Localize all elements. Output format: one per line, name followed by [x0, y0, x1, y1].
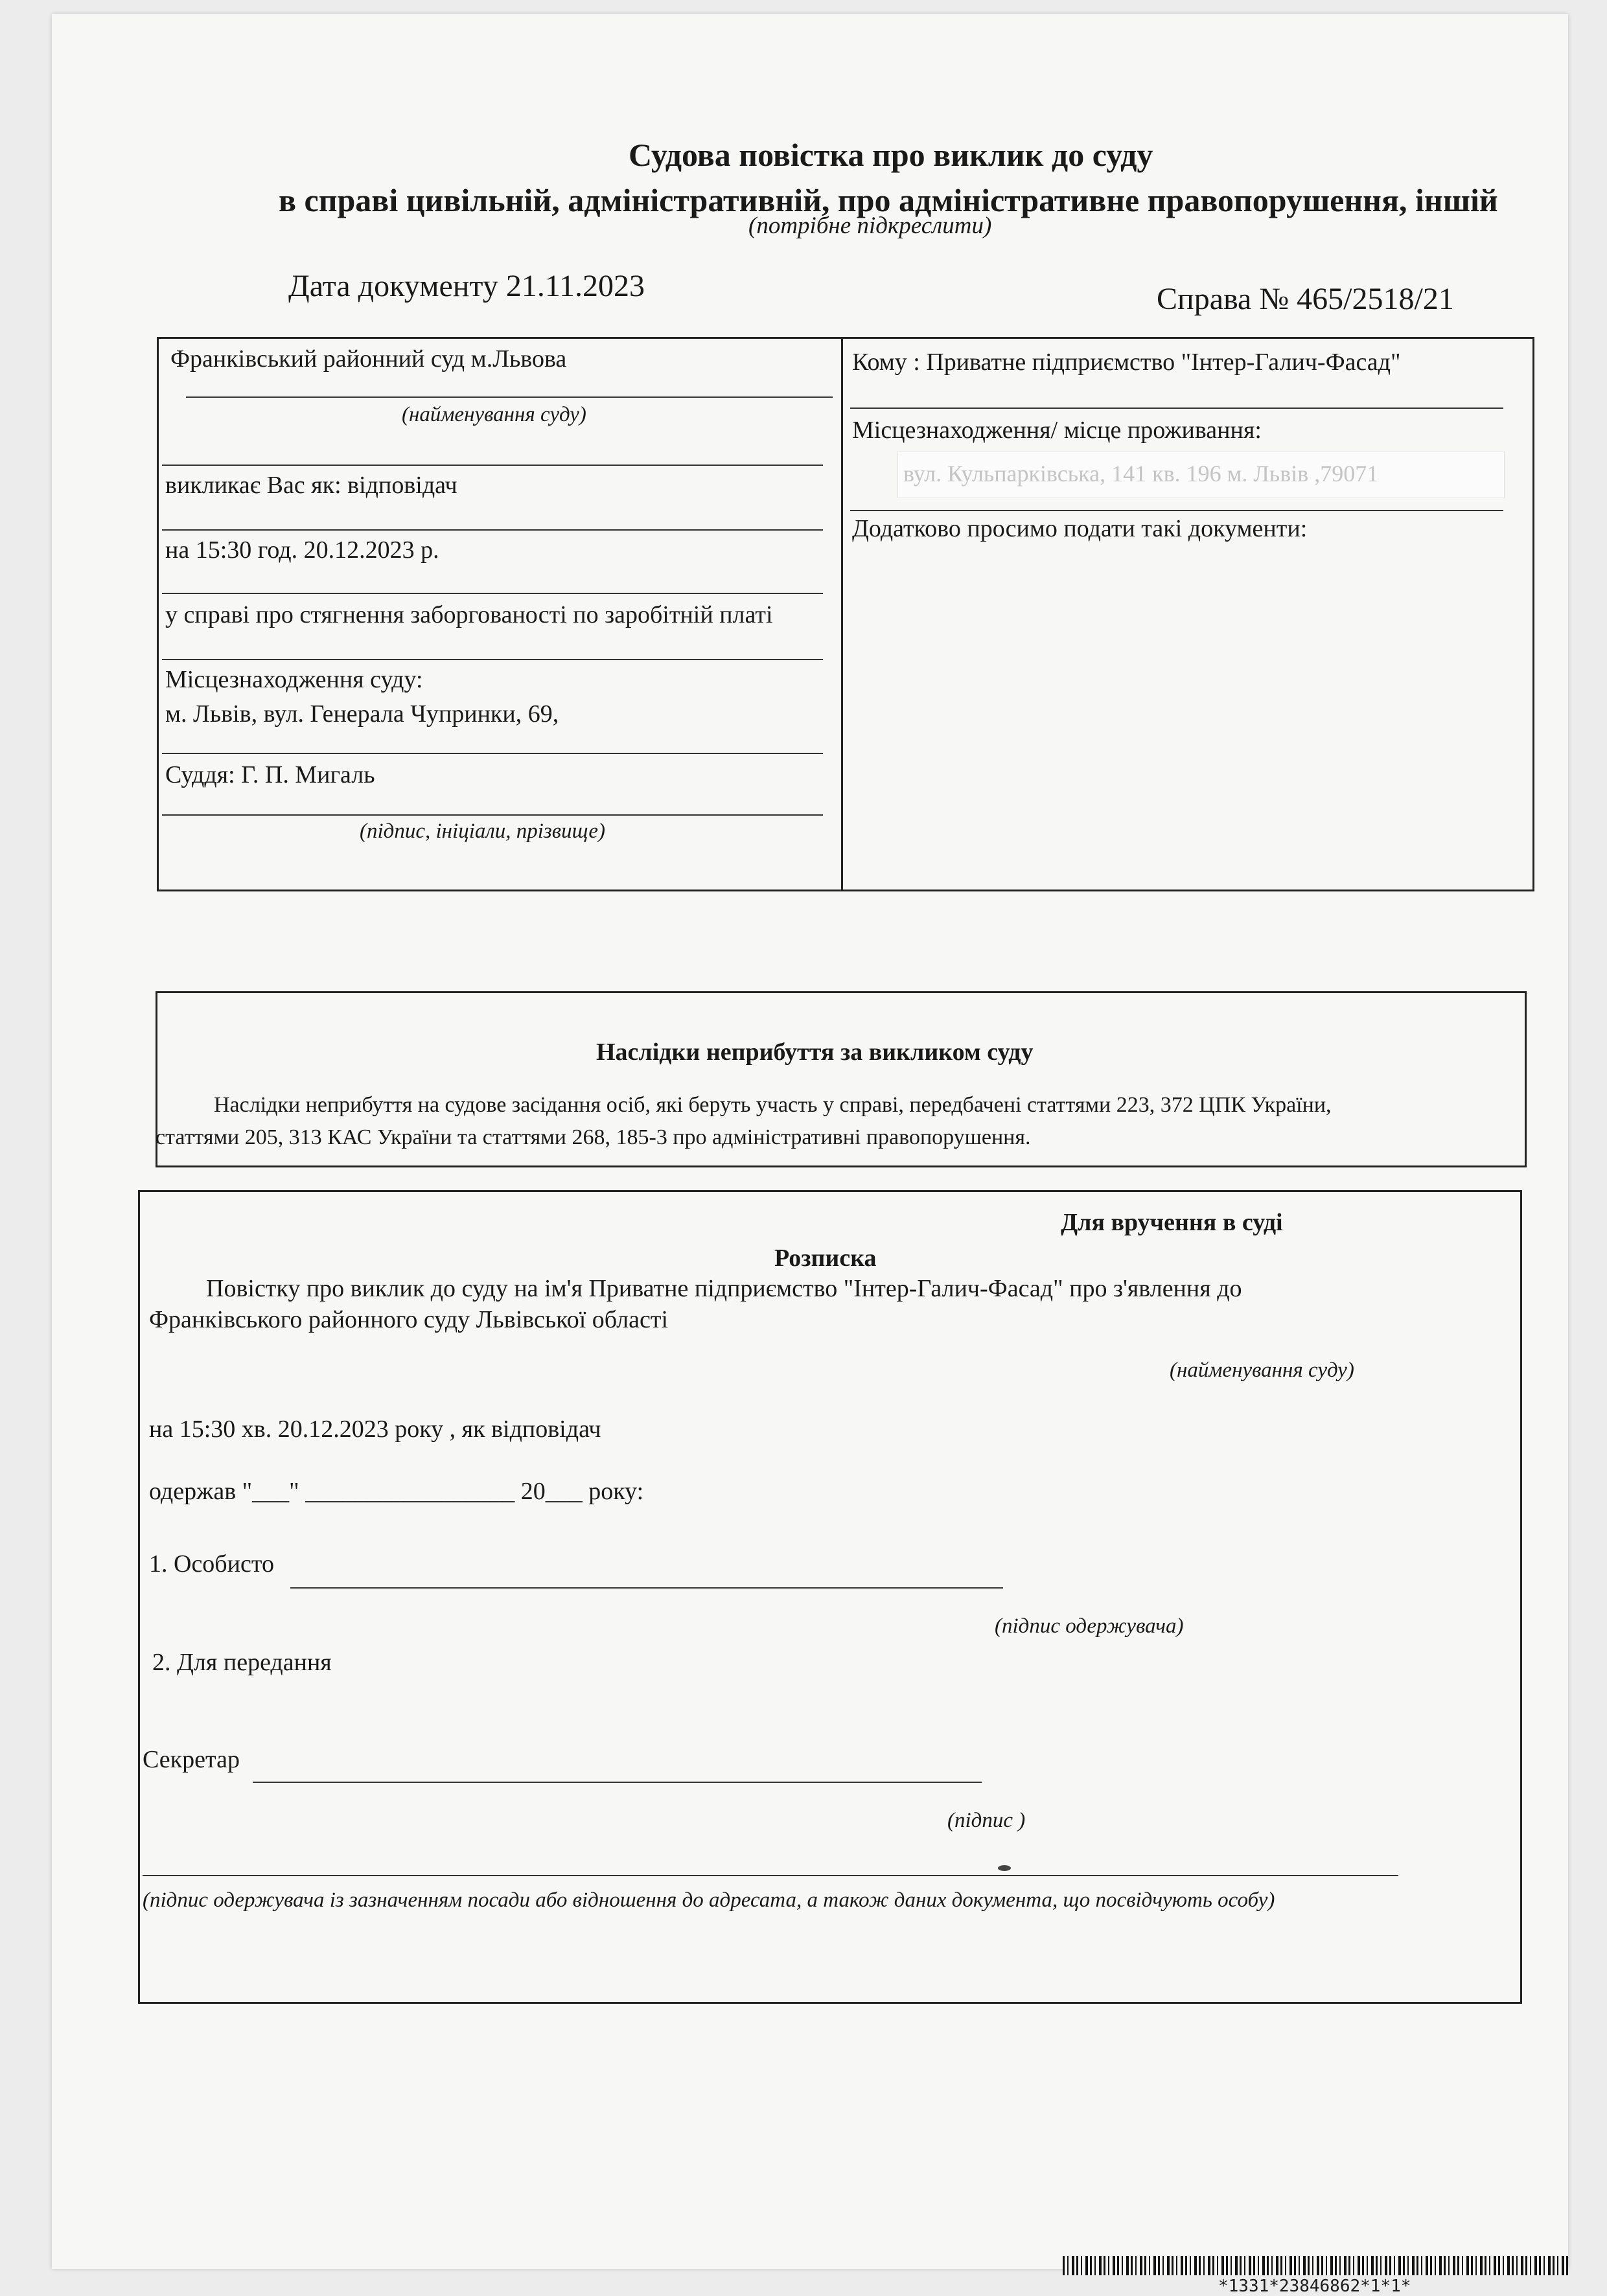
- court-name: Франківський районний суд м.Львова: [170, 345, 567, 373]
- receipt-footer-caption: (підпис одержувача із зазначенням посади або відношення до адресата, а також даних документа, що посвідчують особу): [143, 1888, 1275, 1912]
- separator-line: [162, 814, 823, 816]
- recipient: Кому : Приватне підприємство "Інтер-Галич-Фасад": [852, 349, 1401, 376]
- separator-line: [162, 753, 823, 754]
- separator-line: [162, 593, 823, 594]
- judge-name: Суддя: Г. П. Мигаль: [165, 761, 375, 788]
- court-address: м. Львів, вул. Генерала Чупринки, 69,: [165, 700, 559, 728]
- barcode-number: *1331*23846862*1*1*: [1218, 2277, 1411, 2296]
- case-subject: у справі про стягнення заборгованості по заробітній платі: [165, 601, 773, 628]
- personally-label: 1. Особисто: [149, 1550, 274, 1578]
- consequences-text-line1: Наслідки неприбуття на судове засідання осіб, які беруть участь у справі, передбачені статтями 223, 372 ЦПК України,: [214, 1093, 1332, 1117]
- separator-line: [850, 510, 1503, 511]
- barcode: [1063, 2256, 1568, 2275]
- recipient-sign-caption: (підпис одержувача): [995, 1614, 1184, 1638]
- consequences-text-line2: статтями 205, 313 КАС України та статтями 268, 185-3 про адміністративні правопорушення.: [156, 1125, 1031, 1149]
- for-transfer-label: 2. Для передання: [152, 1649, 332, 1676]
- secretary-signature-field[interactable]: [253, 1782, 982, 1783]
- consequences-heading: Наслідки неприбуття за викликом суду: [596, 1039, 1034, 1066]
- receipt-text-line2: Франківського районного суду Львівської області: [149, 1306, 669, 1333]
- court-summons-page: [52, 14, 1568, 2296]
- address-value: вул. Кульпарківська, 141 кв. 196 м. Львів ,79071: [903, 461, 1379, 487]
- document-subtitle: в справі цивільній, адміністративній, про адміністративне правопорушення, іншій: [279, 182, 1498, 218]
- separator-line: [162, 465, 823, 466]
- receipt-heading: Розписка: [774, 1245, 877, 1272]
- document-date: Дата документу 21.11.2023: [288, 269, 645, 303]
- court-name-line: [186, 396, 833, 398]
- summons-role: викликає Вас як: відповідач: [165, 472, 457, 499]
- recipient-details-field[interactable]: [143, 1875, 1398, 1876]
- documents-request: Додатково просимо подати такі документи:: [852, 515, 1308, 542]
- judge-caption: (підпис, ініціали, прізвище): [360, 820, 606, 843]
- receipt-text-line1: Повістку про виклик до суду на ім'я Приватне підприємство "Інтер-Галич-Фасад" про з'явлення до: [206, 1275, 1242, 1302]
- separator-line: [162, 529, 823, 531]
- secretary-label: Секретар: [143, 1746, 240, 1773]
- hearing-time: на 15:30 год. 20.12.2023 р.: [165, 536, 439, 564]
- ink-mark: [998, 1865, 1011, 1871]
- received-date-line: одержав "___" _________________ 20___ року:: [149, 1478, 644, 1505]
- title-note: (потрібне підкреслити): [748, 212, 992, 239]
- separator-line: [162, 659, 823, 660]
- personally-signature-field[interactable]: [290, 1587, 1003, 1589]
- secretary-sign-caption: (підпис ): [947, 1809, 1026, 1832]
- receipt-hearing-line: на 15:30 хв. 20.12.2023 року , як відповідач: [149, 1416, 601, 1443]
- court-name-caption: (найменування суду): [402, 403, 586, 426]
- address-label: Місцезнаходження/ місце проживання:: [852, 417, 1262, 444]
- separator-line: [850, 408, 1503, 409]
- for-court-delivery: Для вручення в суді: [1061, 1209, 1283, 1236]
- redacted-address-field: [897, 452, 1505, 498]
- document-title: Судова повістка про виклик до суду: [629, 137, 1153, 173]
- receipt-court-caption: (найменування суду): [1170, 1359, 1354, 1382]
- court-location-label: Місцезнаходження суду:: [165, 666, 423, 693]
- case-number: Справа № 465/2518/21: [1157, 282, 1454, 316]
- summons-box-divider: [841, 337, 843, 890]
